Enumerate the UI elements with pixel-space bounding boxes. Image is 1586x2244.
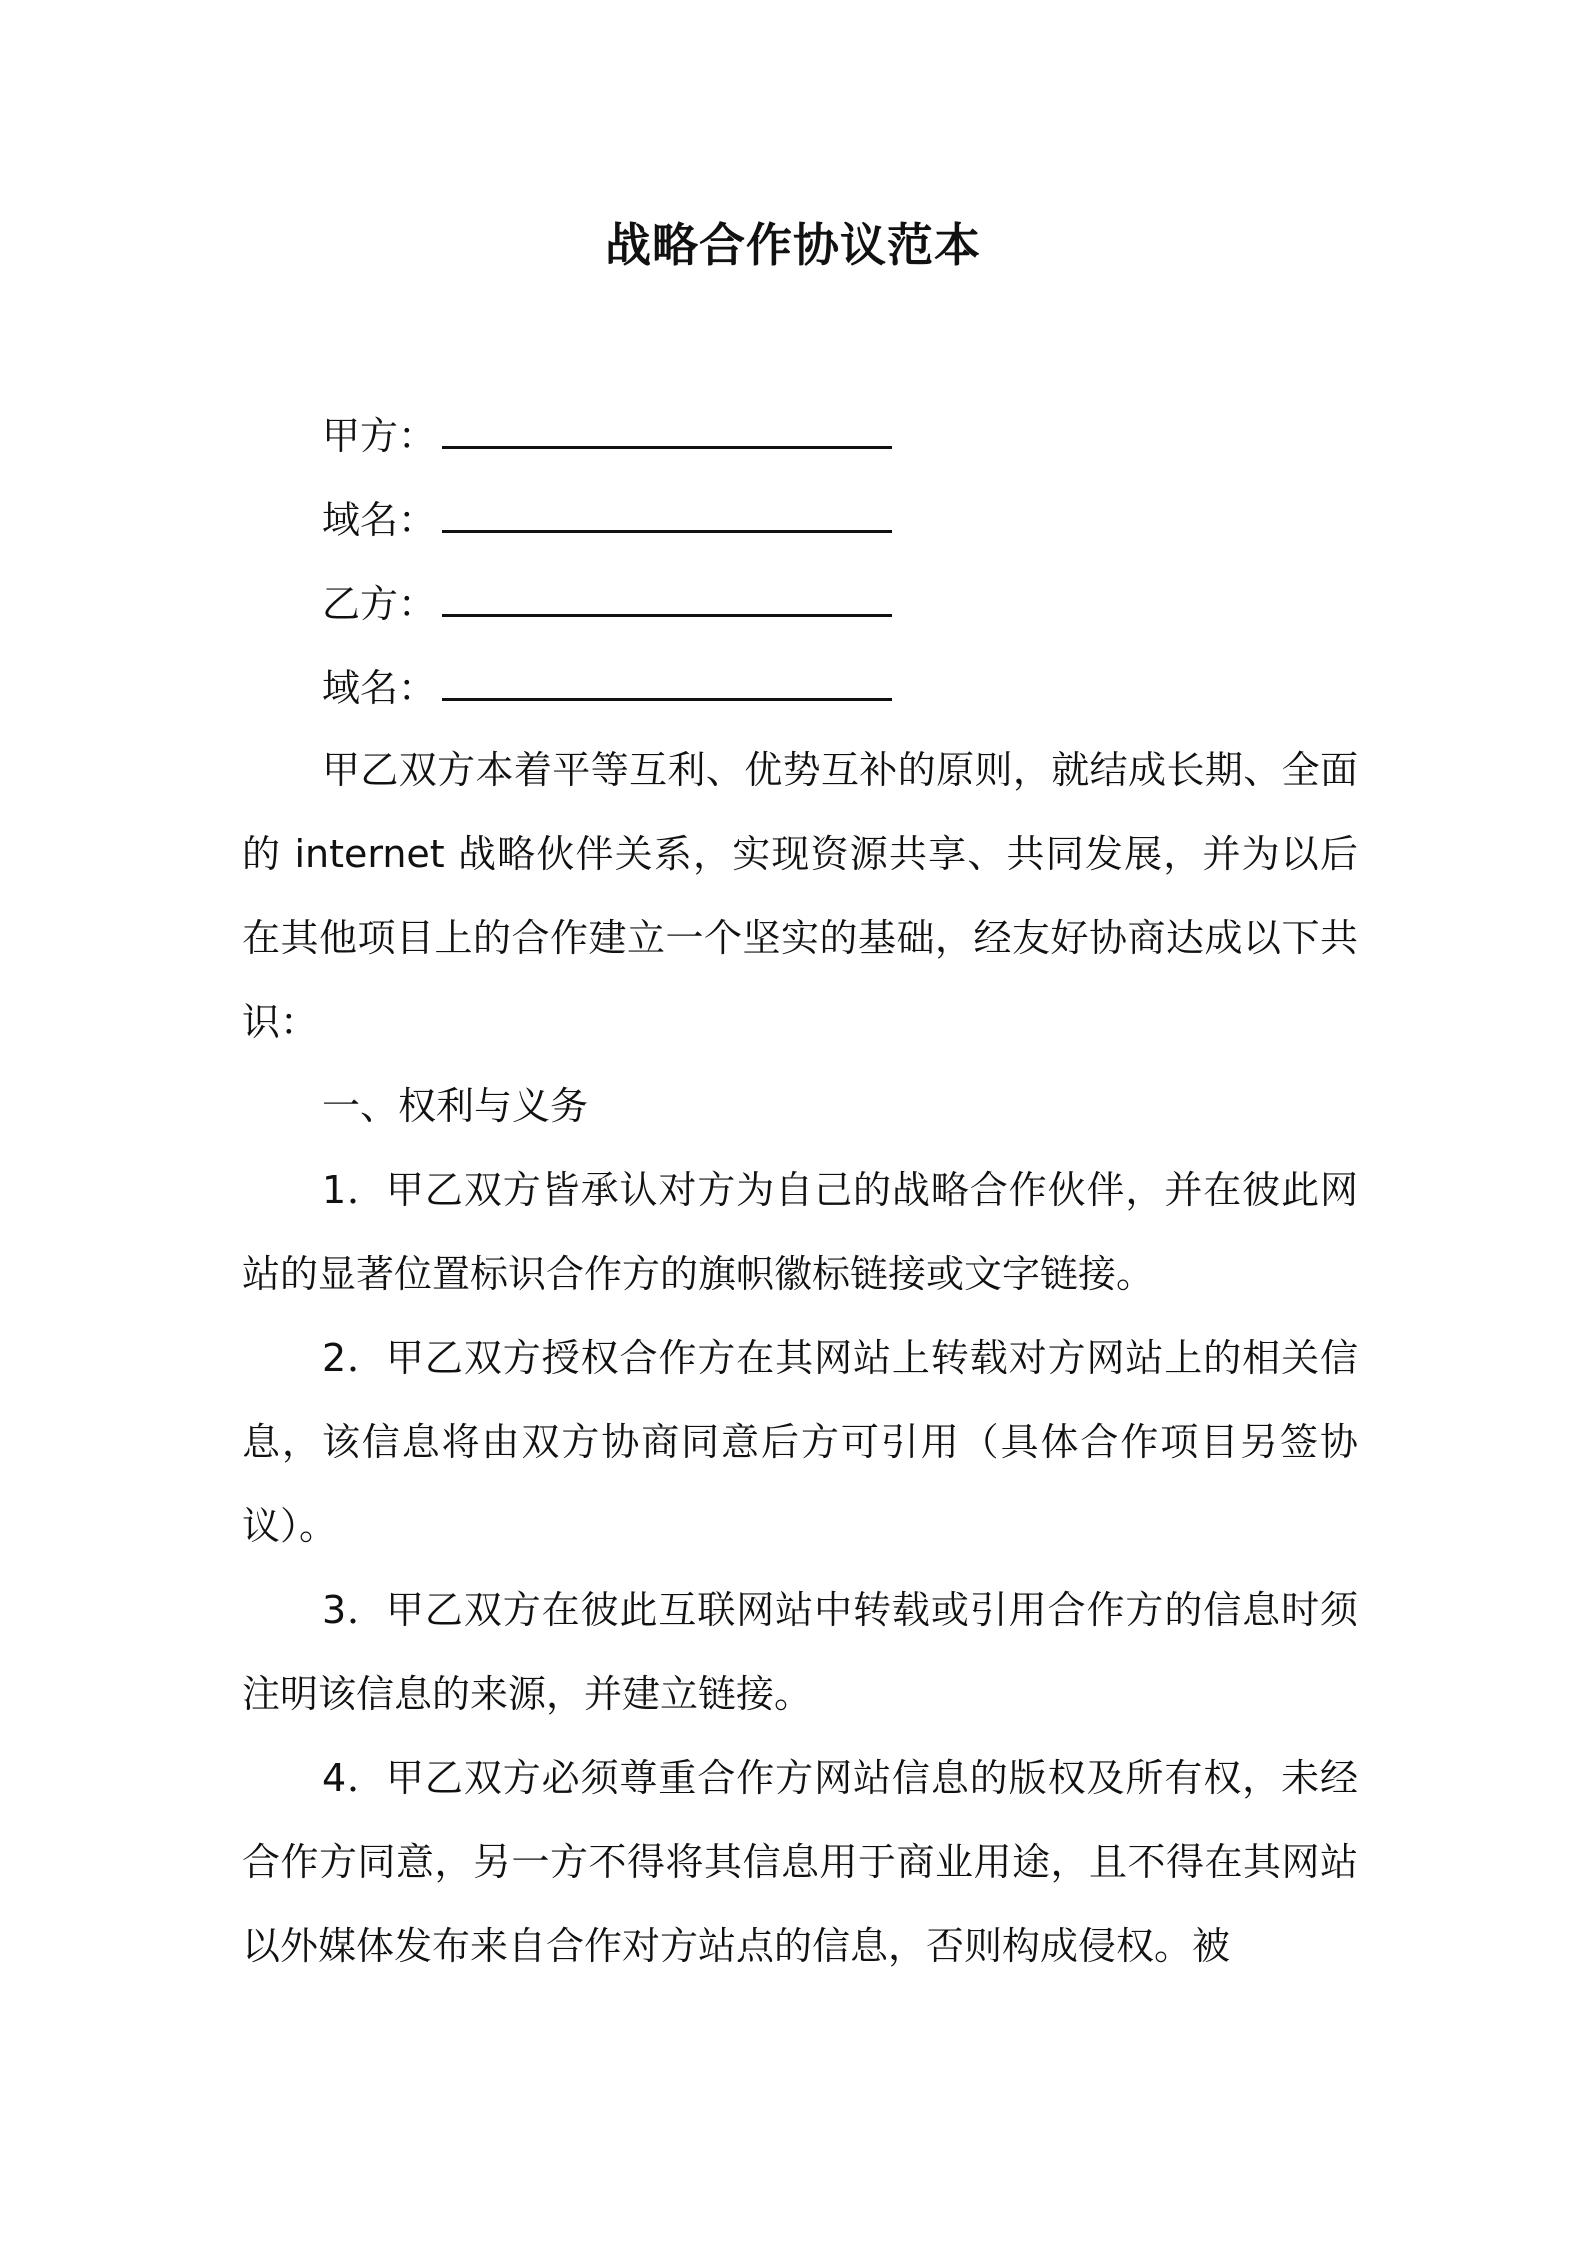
clause-4: 4．甲乙双方必须尊重合作方网站信息的版权及所有权，未经合作方同意，另一方不得将其信息用于商业用途，且不得在其网站以外媒体发布来自合作对方站点的信息，否则构成侵权。被 bbox=[242, 1756, 1358, 1968]
party-a-field bbox=[242, 392, 1358, 476]
party-a-domain-blank[interactable] bbox=[442, 476, 892, 533]
document-body bbox=[242, 392, 1358, 1988]
clause-2: 2．甲乙双方授权合作方在其网站上转载对方网站上的相关信息，该信息将由双方协商同意后方可引用（具体合作项目另签协议）。 bbox=[242, 1336, 1358, 1548]
section-heading-rights: 一、权利与义务 bbox=[322, 1084, 589, 1128]
party-b-domain-blank[interactable] bbox=[442, 644, 892, 701]
party-b-blank[interactable] bbox=[442, 560, 892, 617]
document-title: 战略合作协议范本 bbox=[605, 218, 981, 272]
preamble-paragraph: 甲乙双方本着平等互利、优势互补的原则，就结成长期、全面的 internet 战略伙伴关系，实现资源共享、共同发展，并为以后在其他项目上的合作建立一个坚实的基础，经友好协商达成以下共识： bbox=[242, 748, 1358, 1044]
party-b-domain-label: 域名： bbox=[322, 666, 437, 710]
party-a-label: 甲方： bbox=[322, 414, 437, 458]
clause-3: 3．甲乙双方在彼此互联网站中转载或引用合作方的信息时须注明该信息的来源，并建立链接。 bbox=[242, 1588, 1358, 1716]
party-b-domain-field bbox=[242, 644, 1358, 728]
clause-1: 1．甲乙双方皆承认对方为自己的战略合作伙伴，并在彼此网站的显著位置标识合作方的旗帜徽标链接或文字链接。 bbox=[242, 1168, 1358, 1296]
party-a-domain-label: 域名： bbox=[322, 498, 437, 542]
party-b-label: 乙方： bbox=[322, 582, 437, 626]
party-b-field bbox=[242, 560, 1358, 644]
party-a-domain-field bbox=[242, 476, 1358, 560]
party-a-blank[interactable] bbox=[442, 392, 892, 449]
